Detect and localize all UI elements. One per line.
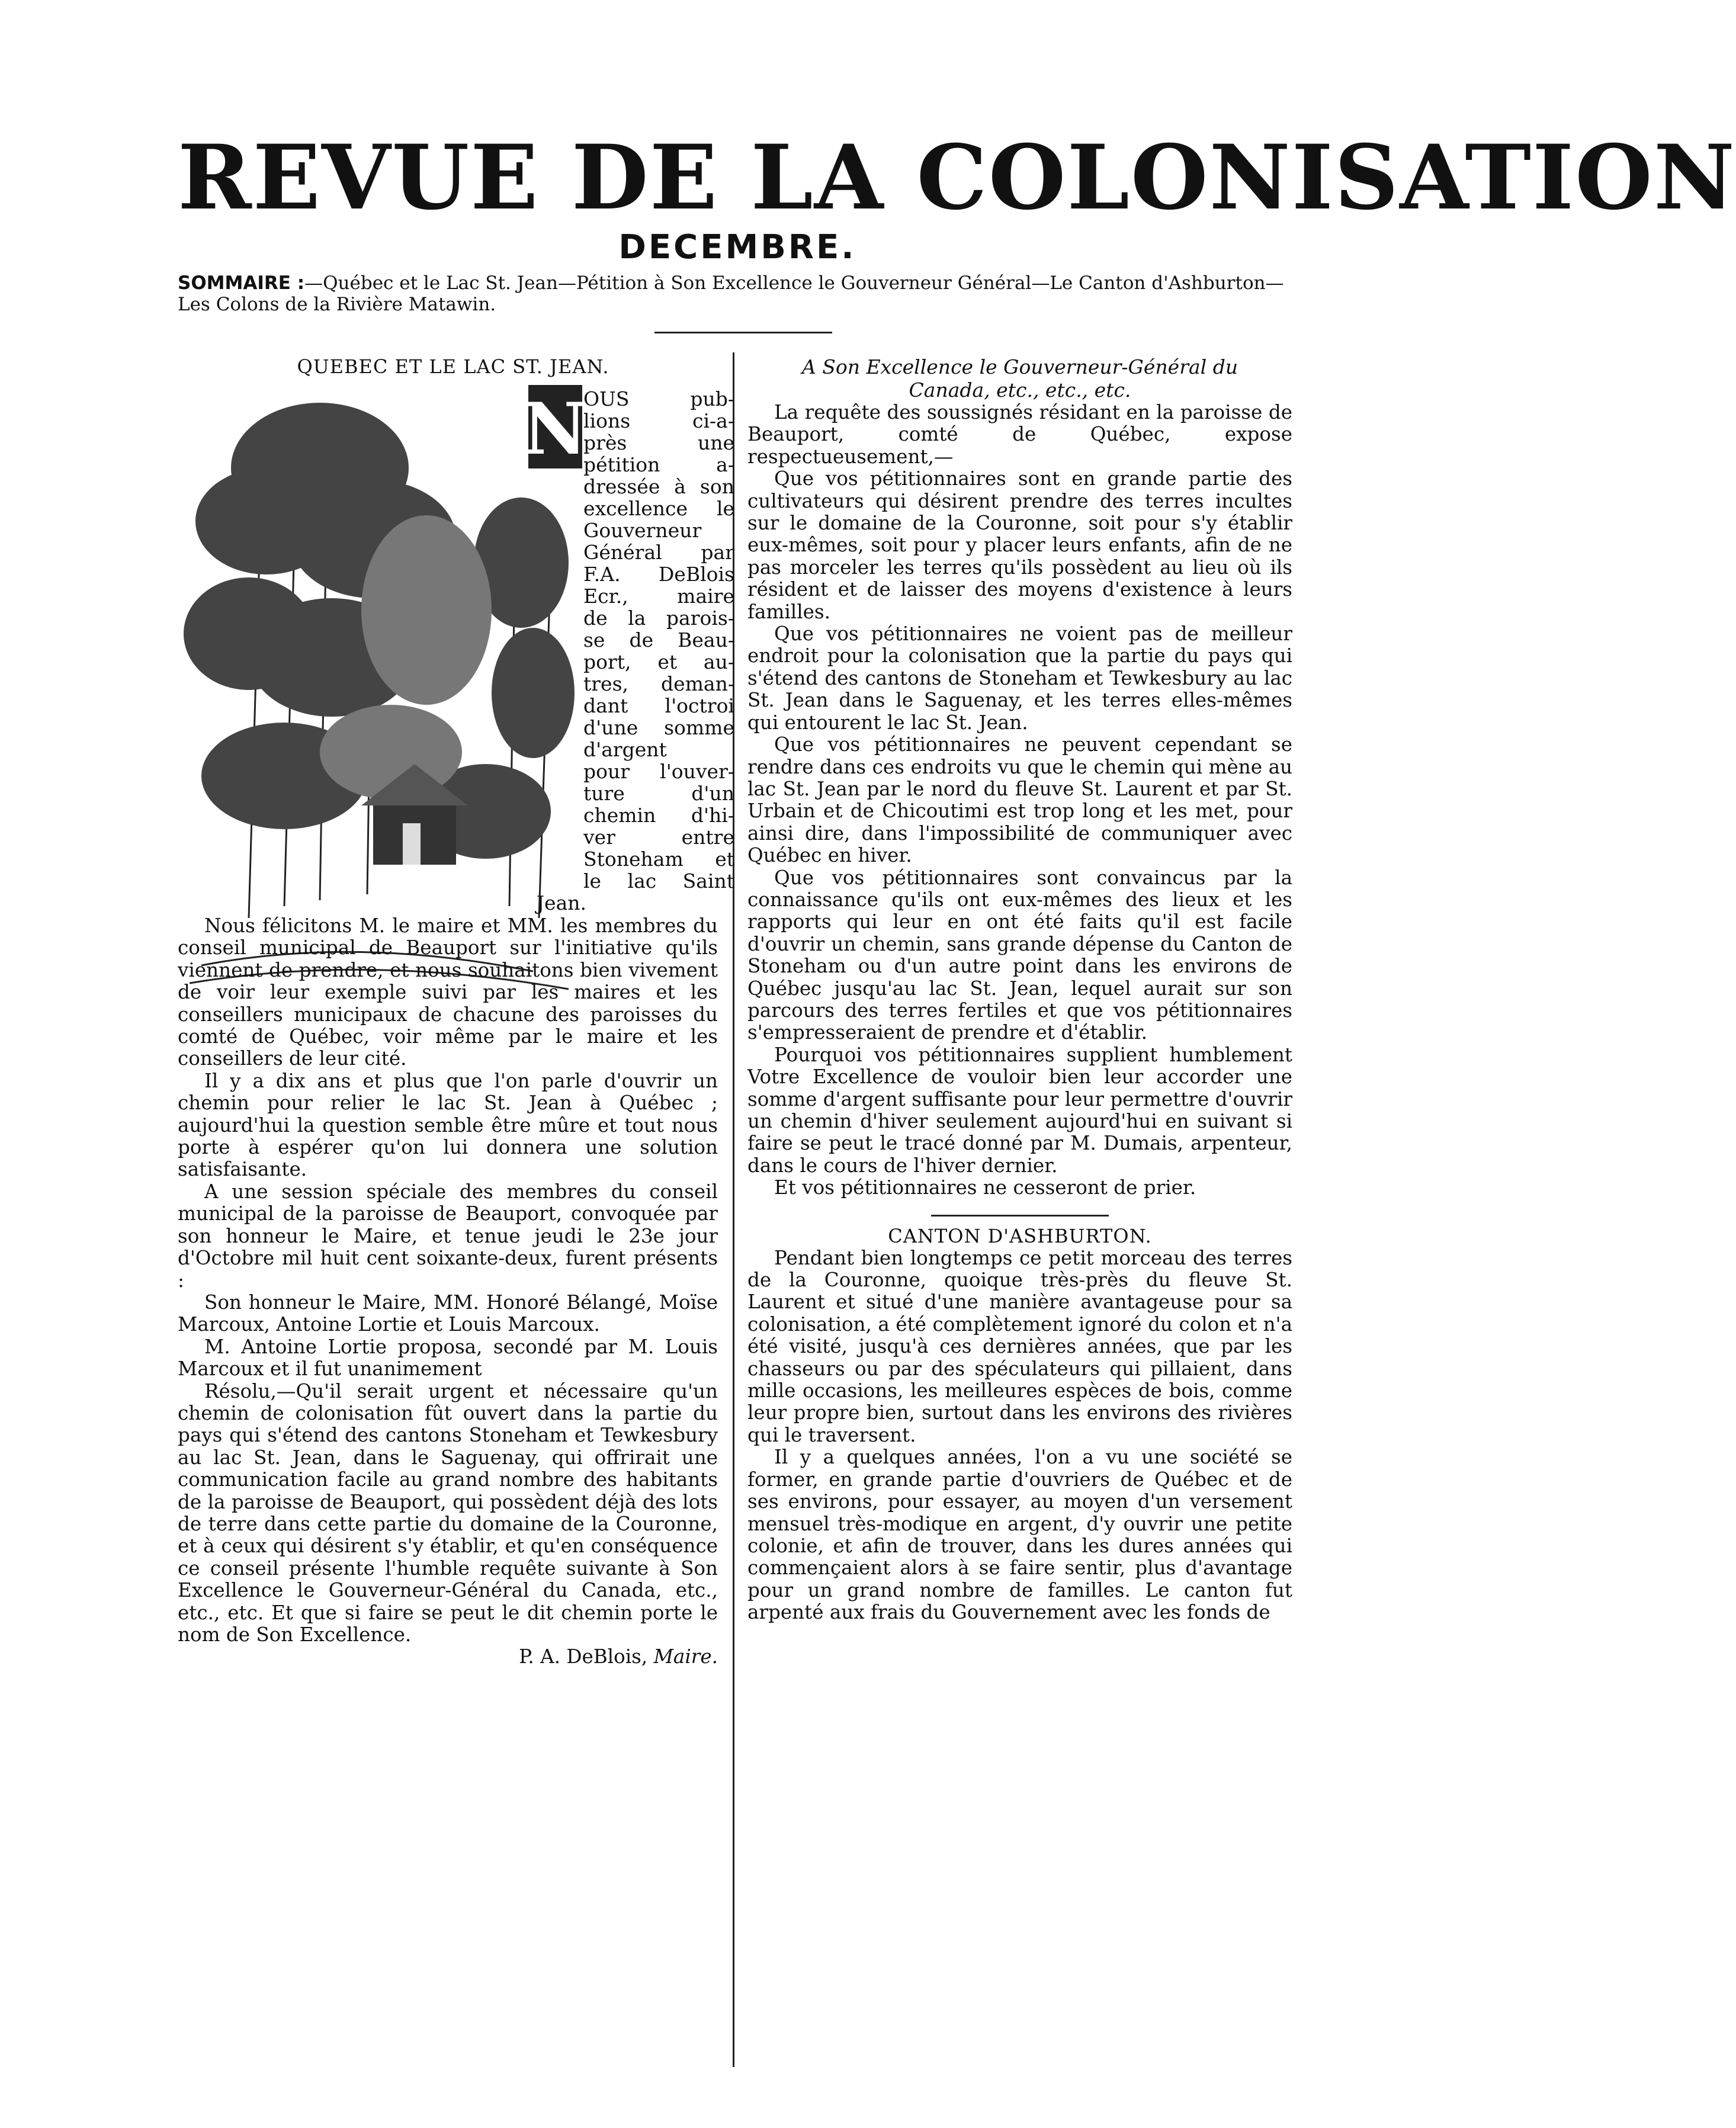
- paragraph: Que vos pétitionnaires sont convaincus par la connaissance qu'ils ont eux-mêmes des lieux et les rapports qui leur en ont été faits qu'il est facile d'ouvrir un chemin, sans grande dépense du Canton de Stoneham ou d'un autre point dans les environs de Québec jusqu'au lac St. Jean, lequel aurait sur son parcours des terres fertiles et que vos pétitionnaires s'empresseraient de prendre et d'établir.: [747, 866, 1292, 1044]
- paragraph: Et vos pétitionnaires ne cesseront de prier.: [774, 1176, 1196, 1199]
- paragraph: Il y a dix ans et plus que l'on parle d'ouvrir un chemin pour relier le lac St. Jean à Québec ; aujourd'hui la question semble être mûre et tout nous porte à espérer qu'on lui donnera une solution satisfaisante.: [178, 1069, 718, 1181]
- drop-cap-letter: N: [522, 387, 588, 471]
- wrap-line: port, et au-: [583, 650, 734, 673]
- summary: [178, 272, 1291, 315]
- wrap-line: de la parois-: [583, 606, 734, 630]
- signature-name: P. A. DeBlois,: [519, 1645, 648, 1668]
- wrap-line: pétition a-: [583, 453, 734, 476]
- drop-cap: [522, 384, 588, 471]
- wrap-line: chemin d'hi-: [583, 804, 734, 827]
- wrap-line: F.A. DeBlois: [583, 563, 734, 586]
- paragraph: Que vos pétitionnaires sont en grande partie des cultivateurs qui désirent prendre des terres incultes sur le domaine de la Couronne, soit pour s'y établir eux-mêmes, soit pour y placer leurs enfants, afin de ne pas morceler les terres qu'ils possèdent au lieu où ils résident et de laisser des moyens d'existence à leurs familles.: [747, 467, 1292, 623]
- wrap-line: le lac Saint: [583, 869, 734, 893]
- summary-label: SOMMAIRE :: [178, 272, 305, 294]
- paragraph: Son honneur le Maire, MM. Honoré Bélangé, Moïse Marcoux, Antoine Lortie et Louis Marcoux.: [178, 1291, 718, 1336]
- header-rule: [654, 332, 832, 333]
- wrap-line: Ecr., maire: [583, 585, 734, 608]
- wrap-line: d'argent: [583, 738, 667, 761]
- wrap-line: dant l'octroi: [583, 694, 734, 717]
- paragraph: M. Antoine Lortie proposa, secondé par M. Louis Marcoux et il fut unanimement: [178, 1335, 718, 1381]
- right-column: [747, 355, 1292, 1624]
- wrap-line: tres, deman-: [583, 672, 734, 695]
- signature: [178, 1646, 718, 1668]
- paragraph: Résolu,—Qu'il serait urgent et nécessaire qu'un chemin de colonisation fût ouvert dans la partie du pays qui s'étend des cantons Stoneham et Tewkesbury au lac St. Jean, dans le Saguenay, qui offrirait une communication facile au grand nombre des habitants de la paroisse de Beauport, qui possèdent déjà des lots de terre dans cette partie du domaine de la Couronne, et à ceux qui désirent s'y établir, et qu'en conséquence ce conseil présente l'humble requête suivante à Son Excellence le Gouverneur-Général du Canada, etc., etc., etc. Et que si faire se peut le dit chemin porte le nom de Son Excellence.: [178, 1379, 718, 1646]
- wrap-line: pour l'ouver-: [583, 760, 734, 783]
- paragraph: La requête des soussignés résidant en la paroisse de Beauport, comté de Québec, expose respectueusement,—: [747, 401, 1292, 468]
- paragraph: Que vos pétitionnaires ne peuvent cependant se rendre dans ces endroits vu que le chemin qui mène au lac St. Jean par le nord du fleuve St. Laurent et par St. Urbain et de Chicoutimi est trop long et les met, pour ainsi dire, dans l'impossibilité de communiquer avec Québec en hiver.: [747, 733, 1292, 867]
- article-heading-ashburton: CANTON D'ASHBURTON.: [888, 1224, 1152, 1247]
- paragraph: Nous félicitons M. le maire et MM. les membres du conseil municipal de Beauport sur l'initiative qu'ils viennent de prendre, et nous souhaitons bien vivement de voir leur exemple suivi par les maires et les conseillers municipaux de chacune des paroisses du comté de Québec, voir même par le maire et les conseillers de leur cité.: [178, 914, 718, 1070]
- paragraph: Pourquoi vos pétitionnaires supplient humblement Votre Excellence de vouloir bien leur accorder une somme d'argent suffisante pour leur permettre d'ouvrir un chemin d'hiver seulement aujourd'hui en suivant si faire se peut le tracé donné par M. Dumais, arpenteur, dans le cours de l'hiver dernier.: [747, 1043, 1292, 1177]
- issue-month: DECEMBRE.: [618, 228, 856, 267]
- wrap-line: ver entre: [583, 826, 734, 849]
- address-line: A Son Excellence le Gouverneur-Général du: [801, 355, 1238, 378]
- paragraph: Pendant bien longtemps ce petit morceau des terres de la Couronne, quoique très-près du fleuve St. Laurent et situé d'une manière avantageuse pour sa colonisation, a été complètement ignoré du colon et n'a été visité, jusqu'à ces dernières années, que par les chasseurs ou par des spéculateurs qui pillaient, dans mille occasions, les meilleures espèces de bois, comme leur propre bien, surtout dans les environs des rivières qui le traversent.: [747, 1246, 1292, 1446]
- section-rule: [931, 1215, 1109, 1217]
- summary-text: —Québec et le Lac St. Jean—Pétition à Son Excellence le Gouverneur Général—Le Canton d'Ashburton—Les Colons de la Rivière Matawin.: [178, 272, 1284, 315]
- paragraph: A une session spéciale des membres du conseil municipal de la paroisse de Beauport, convoquée par son honneur le Maire, et tenue jeudi le 23e jour d'Octobre mil huit cent soixante-deux, furent présents :: [178, 1180, 718, 1292]
- petition-address: [747, 355, 1292, 402]
- address-line: Canada, etc., etc., etc.: [909, 378, 1131, 402]
- article-heading-quebec: QUEBEC ET LE LAC ST. JEAN.: [297, 355, 609, 378]
- wrap-line: OUS pub-: [583, 387, 734, 410]
- wrap-line: excellence le: [583, 497, 734, 520]
- wrap-line: Gouverneur: [583, 519, 702, 542]
- left-column-body: [178, 915, 718, 1668]
- wrap-line: se de Beau-: [583, 628, 734, 651]
- wrap-line: ture d'un: [583, 782, 734, 805]
- paragraph: Il y a quelques années, l'on a vu une société se former, en grande partie d'ouvriers de Québec et de ses environs, pour essayer, au moyen d'un versement mensuel très-modique en argent, d'y ouvrir une petite colonie, et afin de trouver, dans les dures années qui commençaient alors à se faire sentir, plus d'avantage pour un grand nombre de familles. Le canton fut arpenté aux frais du Gouvernement avec les fonds de: [747, 1446, 1292, 1624]
- left-column: [178, 355, 729, 378]
- wrap-line: dressée à son: [583, 475, 734, 498]
- signature-title: Maire.: [653, 1645, 718, 1668]
- wrap-line: d'une somme: [583, 716, 734, 739]
- wrap-line: près une: [583, 431, 734, 454]
- wrap-line: Jean.: [536, 891, 586, 914]
- wrap-line: Stoneham et: [583, 848, 734, 871]
- wrap-line: Général par: [583, 541, 734, 564]
- paragraph: Que vos pétitionnaires ne voient pas de meilleur endroit pour la colonisation que la partie du pays qui s'étend des cantons de Stoneham et Tewkesbury au lac St. Jean dans le Saguenay, et les terres elles-mêmes qui entourent le lac St. Jean.: [747, 622, 1292, 734]
- masthead-title: REVUE DE LA COLONISATION: [178, 126, 1736, 230]
- wrap-line: lions ci-a-: [583, 409, 734, 432]
